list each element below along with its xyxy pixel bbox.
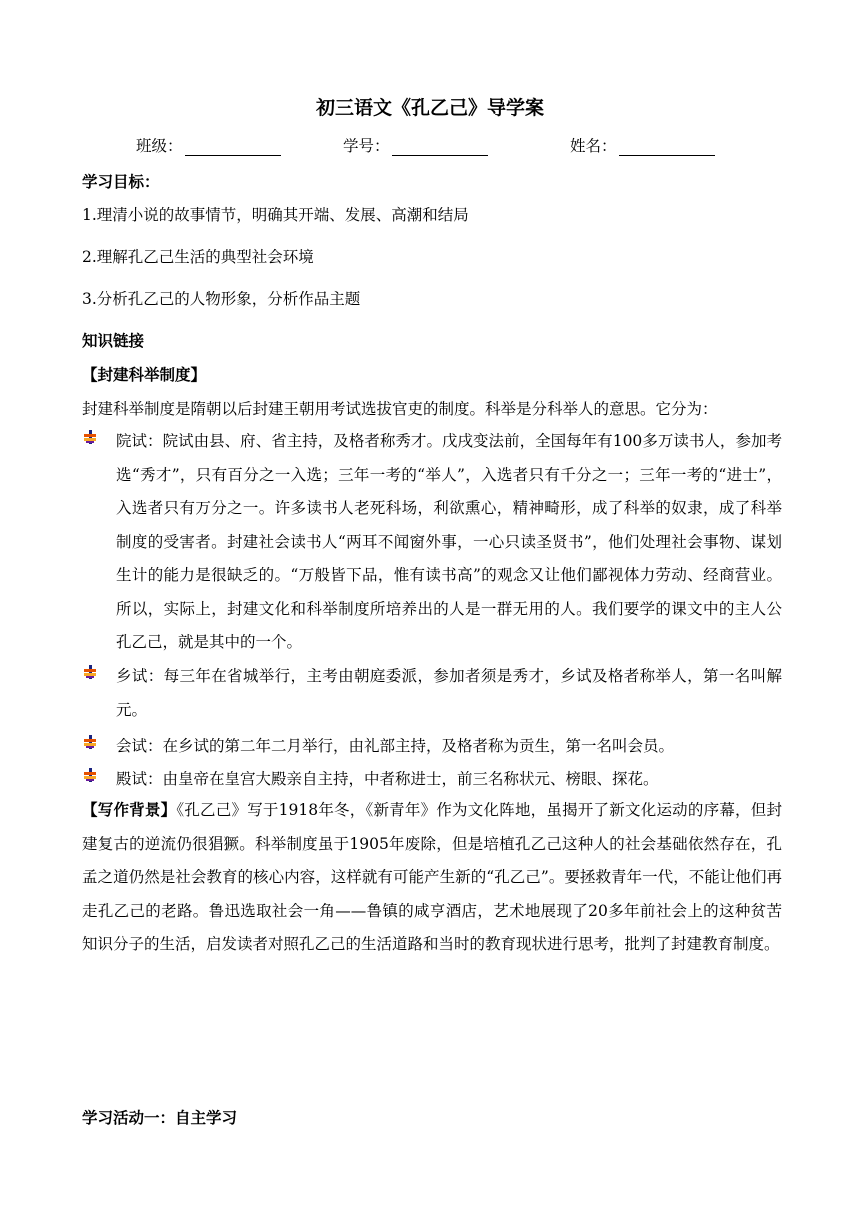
book-stack-icon: [82, 429, 98, 445]
name-field: [570, 134, 715, 156]
objectives-heading: 学习目标：: [82, 173, 160, 191]
number-blank: [392, 137, 488, 156]
bullet-text: 会试：在乡试的第二年二月举行，由礼部主持，及格者称为贡生，第一名叫会员。: [116, 737, 675, 755]
bullet-yuanshi: [82, 425, 782, 660]
name-blank: [619, 137, 715, 156]
bullet-huishi: [82, 730, 782, 764]
page-title: 初三语文《孔乙己》导学案: [315, 97, 544, 119]
bullet-text: 院试：院试由县、府、省主持，及格者称秀才。戊戌变法前，全国每年有100多万读书人，参加考选“秀才”，只有百分之一入选；三年一考的“举人”，入选者只有千分之一；三年一考的“进士”，入选者只有万分之一。许多读书人老死科场，利欲熏心，精神畸形，成了科举的奴隶，成了科举制度的受害者。封建社会读书人“两耳不闻窗外事，一心只读圣贤书”，他们处理社会事物、谋划生计的能力是很缺乏的。“万般皆下品，惟有读书高”的观念又让他们鄙视体力劳动、经商营业。所以，实际上，封建文化和科举制度所培养出的人是一群无用的人。我们要学的课文中的主人公孔乙己，就是其中的一个。: [116, 432, 782, 651]
bullet-dianshi: [82, 763, 782, 797]
activity-heading: 学习活动一：自主学习: [82, 1109, 238, 1127]
bullet-text: 乡试：每三年在省城举行，主考由朝庭委派，参加者须是秀才，乡试及格者称举人，第一名叫解元。: [116, 667, 782, 719]
book-stack-icon: [82, 734, 98, 750]
class-blank: [185, 137, 281, 156]
exam-intro: 封建科举制度是隋朝以后封建王朝用考试选拔官吏的制度。科举是分科举人的意思。它分为：: [82, 400, 718, 418]
number-field: [343, 134, 488, 156]
knowledge-heading: 知识链接: [82, 332, 145, 350]
objective-item: 3.分析孔乙己的人物形象，分析作品主题: [82, 290, 361, 308]
class-label: 班级：: [136, 137, 183, 155]
class-field: [136, 134, 281, 156]
background-heading: 【写作背景】: [82, 801, 177, 819]
objective-item: 1.理清小说的故事情节，明确其开端、发展、高潮和结局: [82, 206, 469, 224]
number-label: 学号：: [343, 137, 390, 155]
background-paragraph: [82, 794, 782, 962]
student-info-row: [0, 134, 860, 158]
book-stack-icon: [82, 664, 98, 680]
bullet-xiangshi: [82, 660, 782, 727]
exam-system-heading: 【封建科举制度】: [82, 366, 207, 384]
objective-item: 2.理解孔乙己生活的典型社会环境: [82, 248, 314, 266]
book-stack-icon: [82, 767, 98, 783]
bullet-text: 殿试：由皇帝在皇宫大殿亲自主持，中者称进士，前三名称状元、榜眼、探花。: [116, 770, 659, 788]
name-label: 姓名：: [570, 137, 617, 155]
background-text: 《孔乙己》写于1918年冬，《新青年》作为文化阵地，虽揭开了新文化运动的序幕，但封建复古的逆流仍很猖獗。科举制度虽于1905年废除，但是培植孔乙己这种人的社会基础依然存在，孔孟之道仍然是社会教育的核心内容，这样就有可能产生新的“孔乙己”。要拯救青年一代，不能让他们再走孔乙己的老路。鲁迅选取社会一角——鲁镇的咸亨酒店，艺术地展现了20多年前社会上的这种贫苦知识分子的生活，启发读者对照孔乙己的生活道路和当时的教育现状进行思考，批判了封建教育制度。: [82, 801, 782, 953]
